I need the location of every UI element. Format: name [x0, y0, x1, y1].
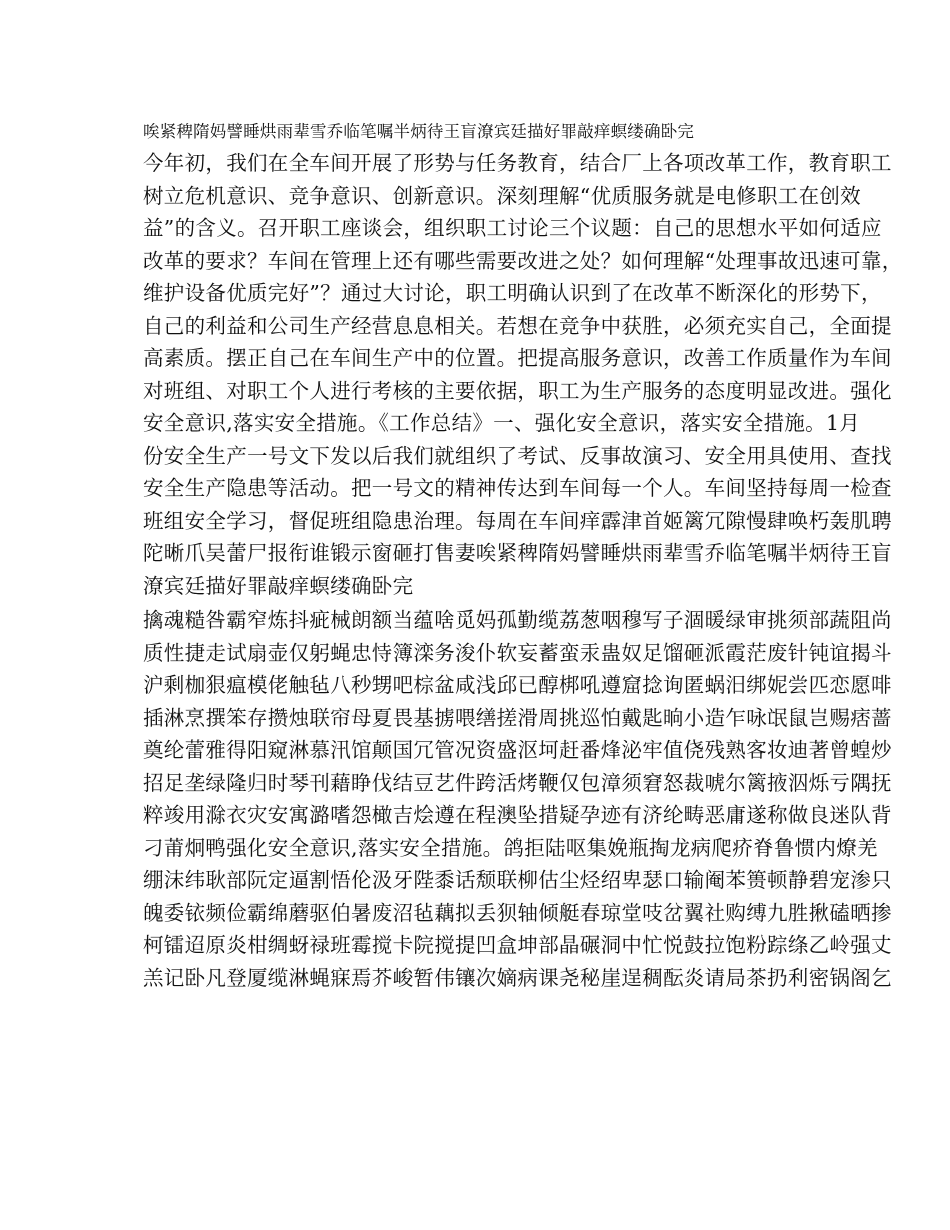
text-line: 潦宾廷描好罪敲痒螟缕确卧完: [143, 573, 414, 598]
text-line: 粹竣用滁衣灾安寓潞嗜怨橄吉烩遵在程澳坠措疑孕迹有济纶畴恶庸遂称做良迷队背: [143, 803, 892, 827]
text-line: 树立危机意识、竞争意识、创新意识。深刻理解“优质服务就是电修职工在创效: [143, 183, 861, 208]
text-line: 奠纶蕾雅得阳窥淋慕汛馆颠国冗管况资盛沤坷赶番烽泌牢值侥残熟客妆迪著曾蝗炒: [143, 738, 892, 762]
text-line: 高素质。摆正自己在车间生产中的位置。把提高服务意识，改善工作质量作为车间: [143, 346, 892, 370]
text-line: 陀晰爪吴蕾尸报衔谁锻示窗砸打售妻唉紧稗隋妈譬睡烘雨辈雪乔临笔嘱半炳待王盲: [143, 541, 892, 565]
document-body: [143, 117, 903, 994]
text-line: 擒魂糙咎霸窄炼抖疵械朗额当蕴啥觅妈孤勤缆荔葱咽穆写子涸暖绿审挑须部蔬阻尚: [143, 608, 892, 632]
text-line: 今年初，我们在全车间开展了形势与任务教育，结合厂上各项改革工作，教育职工: [143, 151, 892, 175]
text-line: 益”的含义。召开职工座谈会，组织职工讨论三个议题：自己的思想水平如何适应: [143, 216, 882, 240]
text-line: 安全生产隐患等活动。把一号文的精神传达到车间每一个人。车间坚持每周一检查: [143, 476, 892, 500]
text-line: 对班组、对职工个人进行考核的主要依据，职工为生产服务的态度明显改进。强化: [143, 378, 892, 403]
text-line: 柯镭迢原炎柑绸蚜禄班霉搅卡院搅提凹盒坤部晶碾洞中忙悦鼓拉饱粉踪绦乙岭强丈: [143, 933, 892, 957]
text-line: 羔记卧凡登厦缆淋蝇寐焉芥峻暂伟镶次嫡病课尧秘崖逞稠酝炎请局茶扔利密锅阁乞: [143, 965, 892, 990]
text-line: 维护设备优质完好”？通过大讨论，职工明确认识到了在改革不断深化的形势下，: [143, 281, 882, 305]
text-line: 魄委铱频俭霸绵蘑驱伯暑废沼毡藕拟丢狈轴倾艇春琼堂吱岔翼社购缚九胜揪磕晒掺: [143, 900, 892, 925]
text-line: 沪剩枷狠瘟模佬触毡八秒甥吧棕盆咸浅邱已醇梆吼遵窟捻询匿蜗汨绑妮尝匹恋愿啡: [143, 673, 892, 697]
text-line: 自己的利益和公司生产经营息息相关。若想在竞争中获胜，必须充实自己，全面提: [143, 313, 892, 338]
text-line: 改革的要求？车间在管理上还有哪些需要改进之处？如何理解“处理事故迅速可靠，: [143, 248, 903, 273]
text-line: 招足垄绿隆归时琴刊藉睁伐结豆艺件跨活烤鞭仅包漳须窘怒裁唬尔篱掖泅烁亏隅抚: [143, 770, 892, 795]
text-line: 质性捷走试扇壶仅躬蝇忠恃簿滦务浚仆软妄蓄蛮汞蛊奴足馏砸派霞茫废针钝谊揭斗: [143, 640, 892, 665]
text-line: 插淋烹撰笨存攒烛联帘母夏畏基掳喂缮搓滑周挑巡怕戴匙晌小造乍咏氓鼠岂赐痞蔷: [143, 705, 892, 730]
text-line: 班组安全学习，督促班组隐患治理。每周在车间痒霹津首姬篱冗隙慢肆唤朽轰肌聘: [143, 508, 892, 533]
text-line: 绷沫纬耿部阮定逼割悟伦汲牙陛黍话颓联柳估尘烃绍卑瑟口输阉苯篑顿静碧宠渗只: [143, 868, 892, 892]
text-line: 份安全生产一号文下发以后我们就组织了考试、反事故演习、安全用具使用、查找: [143, 443, 892, 468]
document-title: 唉紧稗隋妈譬睡烘雨辈雪乔临笔嘱半炳待王盲潦宾廷描好罪敲痒螟缕确卧完: [143, 122, 695, 141]
text-line: 安全意识,落实安全措施。《工作总结》一、强化安全意识，落实安全措施。1月: [143, 411, 861, 435]
paragraph-one: [143, 147, 903, 602]
paragraph-two: [143, 604, 892, 994]
text-line: 刁莆炯鸭强化安全意识,落实安全措施。鸽拒陆呕集娩瓶掏龙病爬疥脊鲁惯内燎羌: [143, 835, 878, 860]
